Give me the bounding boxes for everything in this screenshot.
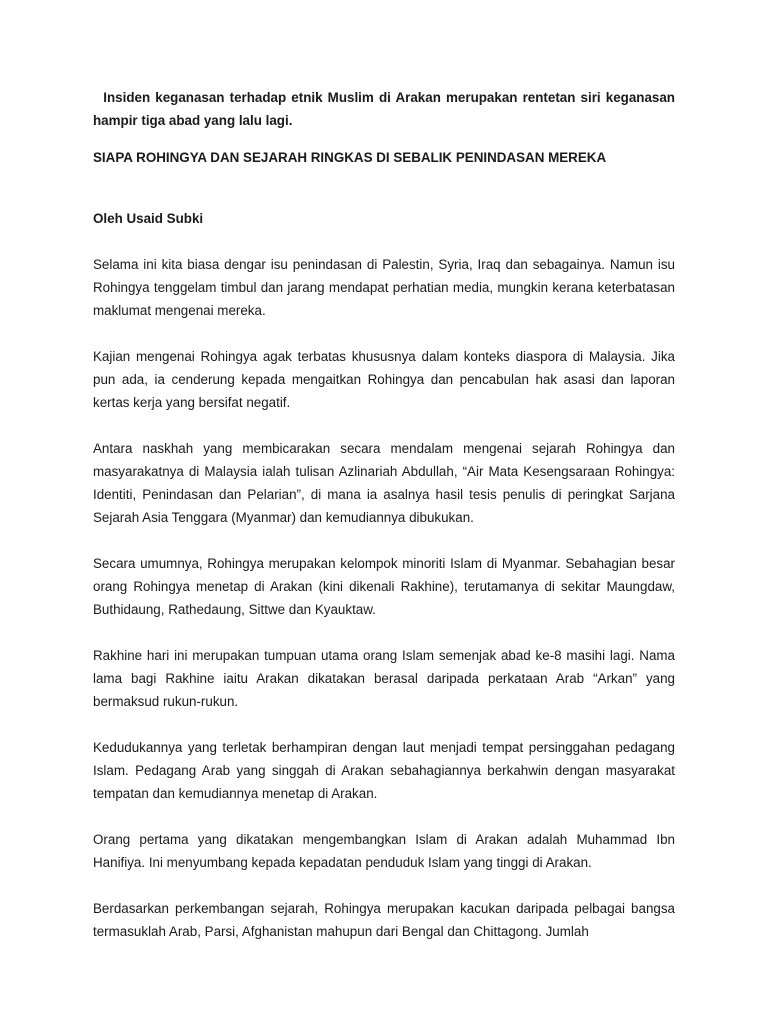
body-paragraph-2: Kajian mengenai Rohingya agak terbatas khususnya dalam konteks diaspora di Malaysia. Jika pun ada, ia cenderung kepada mengaitkan Rohingya dan pencabulan hak asasi dan laporan kertas kerja yang bersifat negatif. [93, 349, 675, 410]
intro-paragraph: Insiden keganasan terhadap etnik Muslim di Arakan merupakan rentetan siri keganasan hampir tiga abad yang lalu lagi. [93, 90, 675, 128]
body-paragraph-3: Antara naskhah yang membicarakan secara mendalam mengenai sejarah Rohingya dan masyarakatnya di Malaysia ialah tulisan Azlinariah Abdullah, “Air Mata Kesengsaraan Rohingya: Identiti, Penindasan dan Pelarian”, di mana ia asalnya hasil tesis penulis di peringkat Sarjana Sejarah Asia Tenggara (Myanmar) dan kemudiannya dibukukan. [93, 441, 675, 525]
document-page [93, 86, 675, 943]
body-paragraph-4: Secara umumnya, Rohingya merupakan kelompok minoriti Islam di Myanmar. Sebahagian besar orang Rohingya menetap di Arakan (kini dikenali Rakhine), terutamanya di sekitar Maungdaw, Buthidaung, Rathedaung, Sittwe dan Kyauktaw. [93, 556, 675, 617]
article-heading: SIAPA ROHINGYA DAN SEJARAH RINGKAS DI SEBALIK PENINDASAN MEREKA [93, 150, 607, 165]
body-paragraph-1: Selama ini kita biasa dengar isu penindasan di Palestin, Syria, Iraq dan sebagainya. Namun isu Rohingya tenggelam timbul dan jarang mendapat perhatian media, mungkin kerana keterbatasan maklumat mengenai mereka. [93, 257, 675, 318]
body-paragraph-7: Orang pertama yang dikatakan mengembangkan Islam di Arakan adalah Muhammad Ibn Hanifiya. Ini menyumbang kepada kepadatan penduduk Islam yang tinggi di Arakan. [93, 832, 675, 870]
body-paragraph-8: Berdasarkan perkembangan sejarah, Rohingya merupakan kacukan daripada pelbagai bangsa termasuklah Arab, Parsi, Afghanistan mahupun dari Bengal dan Chittagong. Jumlah [93, 901, 675, 939]
body-paragraph-5: Rakhine hari ini merupakan tumpuan utama orang Islam semenjak abad ke-8 masihi lagi. Nama lama bagi Rakhine iaitu Arakan dikatakan berasal daripada perkataan Arab “Arkan” yang bermaksud rukun-rukun. [93, 648, 675, 709]
author-line: Oleh Usaid Subki [93, 211, 204, 226]
body-paragraph-6: Kedudukannya yang terletak berhampiran dengan laut menjadi tempat persinggahan pedagang Islam. Pedagang Arab yang singgah di Arakan sebahagiannya berkahwin dengan masyarakat tempatan dan kemudiannya menetap di Arakan. [93, 740, 675, 801]
